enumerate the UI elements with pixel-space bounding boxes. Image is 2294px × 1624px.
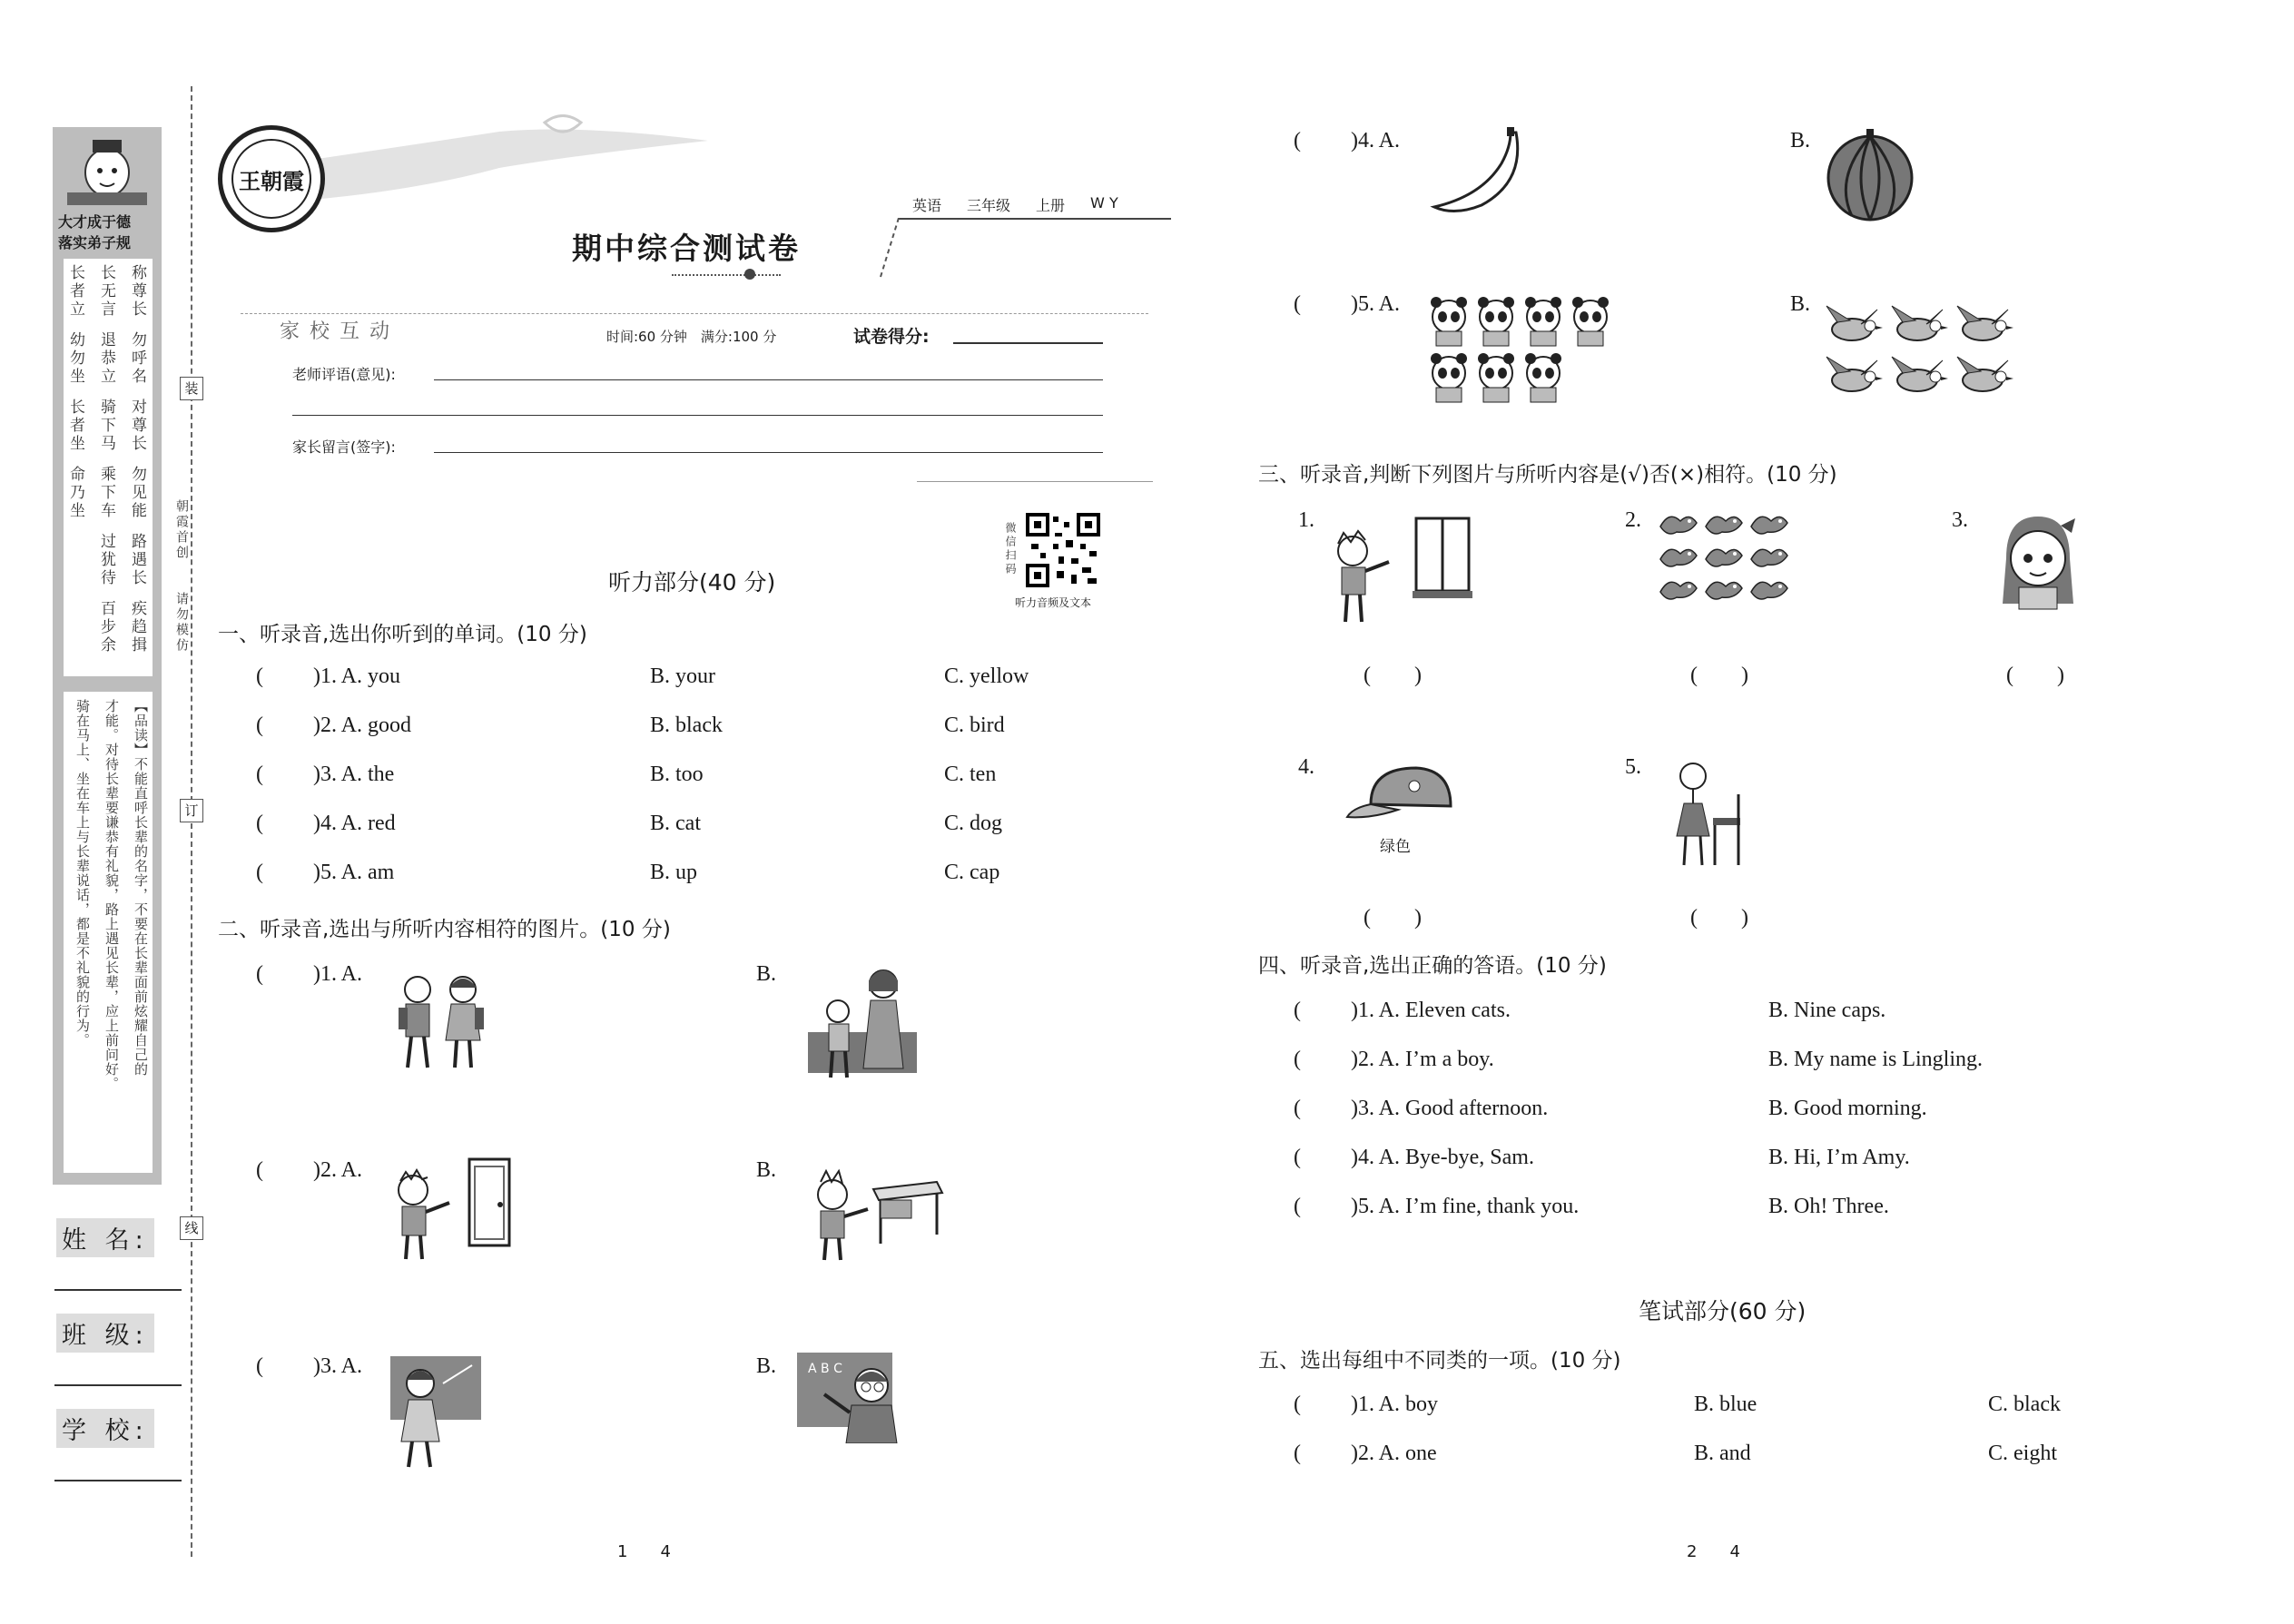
verse-col: 长者坐 [66,399,84,453]
motto-2: 落实弟子规 [58,234,132,251]
answer-bracket[interactable]: ( [1294,1195,1301,1218]
answer-bracket[interactable]: ( [1294,999,1301,1022]
s3-item-3: 3. [1952,508,1968,532]
meta-line [899,218,1171,220]
girl-standing-by-chair-picture [1666,758,1748,871]
teacher-and-child-picture [803,964,921,1087]
twelve-dragons-picture [1657,508,1802,613]
s1-q3-c: C. ten [944,763,997,786]
s1-q4-b: B. cat [650,812,701,835]
answer-bracket[interactable]: ( [256,1158,263,1182]
school-label: 学 校: [56,1409,154,1448]
s3-item-5: 5. [1625,755,1641,779]
s4-q2-a: )2. A. I’m a boy. [1351,1048,1494,1071]
s4-q1-b: B. Nine caps. [1768,999,1886,1022]
verse-col: 疾趋揖 [128,600,146,655]
verse-col: 路遇长 [128,533,146,587]
s5-q1-b: B. blue [1694,1393,1757,1416]
s3-answer-3[interactable]: ( ) [2006,664,2064,687]
qr-side-label: 微信扫码 [1004,522,1017,576]
parent-comment-input[interactable] [434,452,1103,453]
score-input[interactable] [953,342,1103,344]
verse-col: 骑下马 [97,399,115,453]
s2-q5-a: )5. A. [1351,292,1400,316]
s5-q1-c: C. black [1988,1393,2061,1416]
s4-q5-a: )5. A. I’m fine, thank you. [1351,1195,1580,1218]
parent-comment-label: 家长留言(签字): [292,438,396,456]
verse-col: 长者立 [66,264,84,319]
binding-tag: 订 [180,799,203,822]
female-teacher-at-board-picture [389,1353,484,1471]
section1-title: 一、听录音,选出你听到的单词。(10 分) [218,623,587,646]
two-kids-with-backpacks-picture [386,969,495,1074]
answer-bracket[interactable]: ( [1294,1097,1301,1120]
s3-answer-4[interactable]: ( ) [1364,906,1422,930]
school-line[interactable] [54,1480,182,1481]
s1-q2-a: )2. A. good [313,714,411,737]
male-teacher-at-abc-board-picture [797,1353,906,1443]
boy-pointing-at-window-picture [1325,513,1489,626]
verse-col: 长无言 [97,264,115,319]
girl-portrait-picture [1997,513,2079,613]
s2-q2-a: )2. A. [313,1158,362,1182]
s1-q3-a: )3. A. the [313,763,395,786]
s2-q4-b: B. [1790,129,1811,153]
class-line[interactable] [54,1384,182,1386]
side-note: 请勿模仿 [174,592,189,654]
s5-q2-b: B. and [1694,1442,1751,1465]
verse-col: 百步余 [97,600,115,655]
cap-color-label: 绿色 [1380,838,1411,856]
s1-q1-a: )1. A. you [313,664,400,688]
answer-bracket[interactable]: ( [256,714,263,737]
answer-bracket[interactable]: ( [1294,1442,1301,1465]
answer-bracket[interactable]: ( [1294,292,1301,316]
s4-q3-b: B. Good morning. [1768,1097,1927,1120]
answer-bracket[interactable]: ( [1294,129,1301,153]
teacher-comment-input-2[interactable] [292,415,1103,416]
board-text: A B C [808,1362,842,1376]
s5-q2-c: C. eight [1988,1442,2057,1465]
s3-item-2: 2. [1625,508,1641,532]
boy-pointing-at-desk-picture [801,1162,946,1266]
note-line: 不能直呼长辈的名字，不要在长辈面前炫耀自己的 [133,757,149,1077]
page-title: 期中综合测试卷 [572,231,801,266]
side-note: 朝霞首创 [174,499,189,561]
score-label: 试卷得分: [853,327,930,347]
section2-title: 二、听录音,选出与所听内容相符的图片。(10 分) [218,918,671,941]
watermelon-picture [1825,127,1915,222]
s1-q3-b: B. too [650,763,704,786]
s2-q5-b: B. [1790,292,1811,316]
qr-caption: 听力音频及文本 [1015,596,1092,609]
answer-bracket[interactable]: ( [1294,1393,1301,1416]
note-box [64,692,153,1173]
note-line: 才能。对待长辈要谦恭有礼貌，路上遇见长辈，应上前问好。 [103,699,120,1091]
section5-title: 五、选出每组中不同类的一项。(10 分) [1258,1349,1621,1373]
verse-col: 退恭立 [97,331,115,386]
verse-col: 命乃坐 [66,466,84,520]
s4-q4-b: B. Hi, I’m Amy. [1768,1146,1910,1169]
meta-row [912,194,1118,215]
s4-q1-a: )1. A. Eleven cats. [1351,999,1511,1022]
s3-answer-5[interactable]: ( ) [1690,906,1748,930]
dashed-slant [871,218,908,281]
s1-q1-b: B. your [650,664,715,688]
s5-q2-a: )2. A. one [1351,1442,1437,1465]
banana-picture [1427,127,1527,218]
meta-subject: 英语 [912,197,942,214]
verse-box [64,259,153,676]
answer-bracket[interactable]: ( [256,664,263,688]
logo-badge [218,125,325,232]
answer-bracket[interactable]: ( [256,1354,263,1378]
meta-grade: 三年级 [967,197,1011,214]
verse-col: 对尊长 [128,399,146,453]
listening-title: 听力部分(40 分) [608,569,776,595]
dot-icon [744,269,755,280]
writing-title: 笔试部分(60 分) [1639,1298,1807,1324]
s1-q1-c: C. yellow [944,664,1029,688]
s1-q2-c: C. bird [944,714,1005,737]
s1-q4-c: C. dog [944,812,1003,835]
verse-col: 勿呼名 [128,331,146,386]
verse-col: 勿见能 [128,466,146,520]
note-title: 【品读】 [133,699,149,757]
s2-q1-a: )1. A. [313,962,362,986]
answer-bracket[interactable]: ( [256,861,263,884]
s2-q3-b: B. [756,1354,777,1378]
meta-term: 上册 [1036,197,1066,214]
section3-title: 三、听录音,判断下列图片与所听内容是(√)否(×)相符。(10 分) [1258,463,1837,487]
page-number-left: 1 4 [617,1542,671,1561]
s4-q4-a: )4. A. Bye-bye, Sam. [1351,1146,1534,1169]
s1-q5-a: )5. A. am [313,861,395,884]
binding-tag: 装 [180,377,203,400]
page-number-right: 2 4 [1687,1542,1740,1561]
note-line: 骑在马上、坐在车上与长辈说话，都是不礼貌的行为。 [74,699,91,1048]
green-cap-picture [1344,763,1457,826]
s1-q5-b: B. up [650,861,698,884]
binding-tag: 线 [180,1216,203,1240]
s4-q2-b: B. My name is Lingling. [1768,1048,1983,1071]
verse-col: 称尊长 [128,264,146,319]
verse-col: 乘下车 [97,466,115,520]
teacher-comment-label: 老师评语(意见): [292,366,396,383]
name-line[interactable] [54,1289,182,1291]
s1-q5-c: C. cap [944,861,1000,884]
s4-q5-b: B. Oh! Three. [1768,1195,1889,1218]
s3-answer-1[interactable]: ( ) [1364,664,1422,687]
s2-q2-b: B. [756,1158,777,1182]
divider [917,481,1153,482]
home-school-title: 家 校 互 动 [272,316,399,344]
s1-q2-b: B. black [650,714,723,737]
six-birds-picture [1825,304,2024,404]
seven-pandas-picture [1427,295,1627,404]
s3-answer-2[interactable]: ( ) [1690,664,1748,687]
meta-edition: W Y [1090,194,1118,212]
boy-reading-icon [56,134,158,207]
s3-item-4: 4. [1298,755,1314,779]
s2-q1-b: B. [756,962,777,986]
motto-1: 大才成于德 [58,213,132,231]
s5-q1-a: )1. A. boy [1351,1393,1438,1416]
answer-bracket[interactable]: ( [256,962,263,986]
teacher-comment-input[interactable] [434,379,1103,380]
qr-code-icon[interactable] [1026,513,1100,587]
verse-col: 过犹待 [97,533,115,587]
time-score: 时间:60 分钟 满分:100 分 [606,329,777,345]
answer-bracket[interactable]: ( [256,763,263,786]
s4-q3-a: )3. A. Good afternoon. [1351,1097,1549,1120]
verse-col: 幼勿坐 [66,331,84,386]
s2-q3-a: )3. A. [313,1354,362,1378]
boy-pointing-at-door-picture [386,1157,522,1266]
name-label: 姓 名: [56,1218,154,1257]
answer-bracket[interactable]: ( [1294,1048,1301,1071]
logo-text: 王朝霞 [231,139,311,219]
s1-q4-a: )4. A. red [313,812,396,835]
answer-bracket[interactable]: ( [1294,1146,1301,1169]
answer-bracket[interactable]: ( [256,812,263,835]
s2-q4-a: )4. A. [1351,129,1400,153]
section4-title: 四、听录音,选出正确的答语。(10 分) [1258,954,1607,978]
s3-item-1: 1. [1298,508,1314,532]
class-label: 班 级: [56,1314,154,1353]
title-underline [672,274,781,276]
